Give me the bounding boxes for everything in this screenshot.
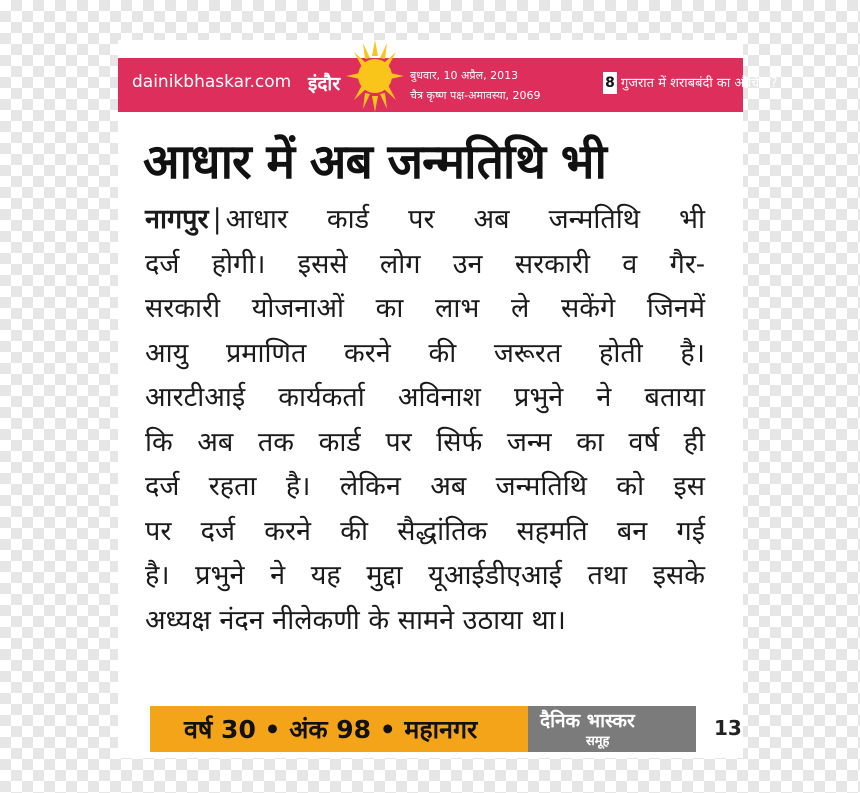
edition-info: वर्ष 30 • अंक 98 • महानगर [184, 715, 478, 744]
article-line: अध्यक्ष नंदन नीलेकणी के सामने उठाया था। [145, 604, 566, 636]
article-line: सरकारी योजनाओं का लाभ ले सकेंगे जिनमें [145, 293, 705, 324]
article-body [145, 198, 705, 643]
hindu-calendar-line: चैत्र कृष्ण पक्ष-अमावस्या, 2069 [410, 89, 541, 102]
article-line: है। प्रभुने ने यह मुद्दा यूआईडीएआई तथा इसके [145, 560, 705, 591]
article-line: दर्ज रहता है। लेकिन अब जन्मतिथि को इस [145, 471, 705, 502]
reference-page-number: 8 [603, 72, 617, 94]
article-headline: आधार में अब जन्मतिथि भी [143, 134, 606, 190]
article-line: आरटीआई कार्यकर्ता अविनाश प्रभुने ने बताया [145, 382, 705, 413]
sun-logo-icon [346, 40, 404, 112]
article-line-text: आधार कार्ड पर अब जन्मतिथि भी [225, 204, 705, 235]
masthead-band [118, 58, 778, 112]
city-name: इंदौर [308, 73, 341, 95]
reference-teaser: गुजरात में शराबबंदी का औचित्य? [621, 76, 778, 91]
article-line: कि अब तक कार्ड पर सिर्फ जन्म का वर्ष ही [145, 426, 705, 458]
newspaper-clipping [118, 40, 778, 758]
edition-band [150, 706, 528, 752]
page-number: 13 [714, 716, 742, 740]
site-name: dainikbhaskar.com [132, 72, 292, 92]
brand-subtitle: समूह [586, 734, 610, 749]
article-line: दर्ज होगी। इससे लोग उन सरकारी व गैर- [145, 248, 705, 280]
date-line: बुधवार, 10 अप्रैल, 2013 [410, 69, 519, 82]
dateline: नागपुर [145, 204, 209, 235]
brand-band [528, 706, 696, 752]
brand-name: दैनिक भास्कर [540, 710, 635, 732]
dateline-separator: | [212, 204, 222, 235]
article-line [145, 198, 705, 243]
article-line: पर दर्ज करने की सैद्धांतिक सहमति बन गई [145, 515, 705, 547]
article-line: आयु प्रमाणित करने की जरूरत होती है। [145, 337, 705, 369]
